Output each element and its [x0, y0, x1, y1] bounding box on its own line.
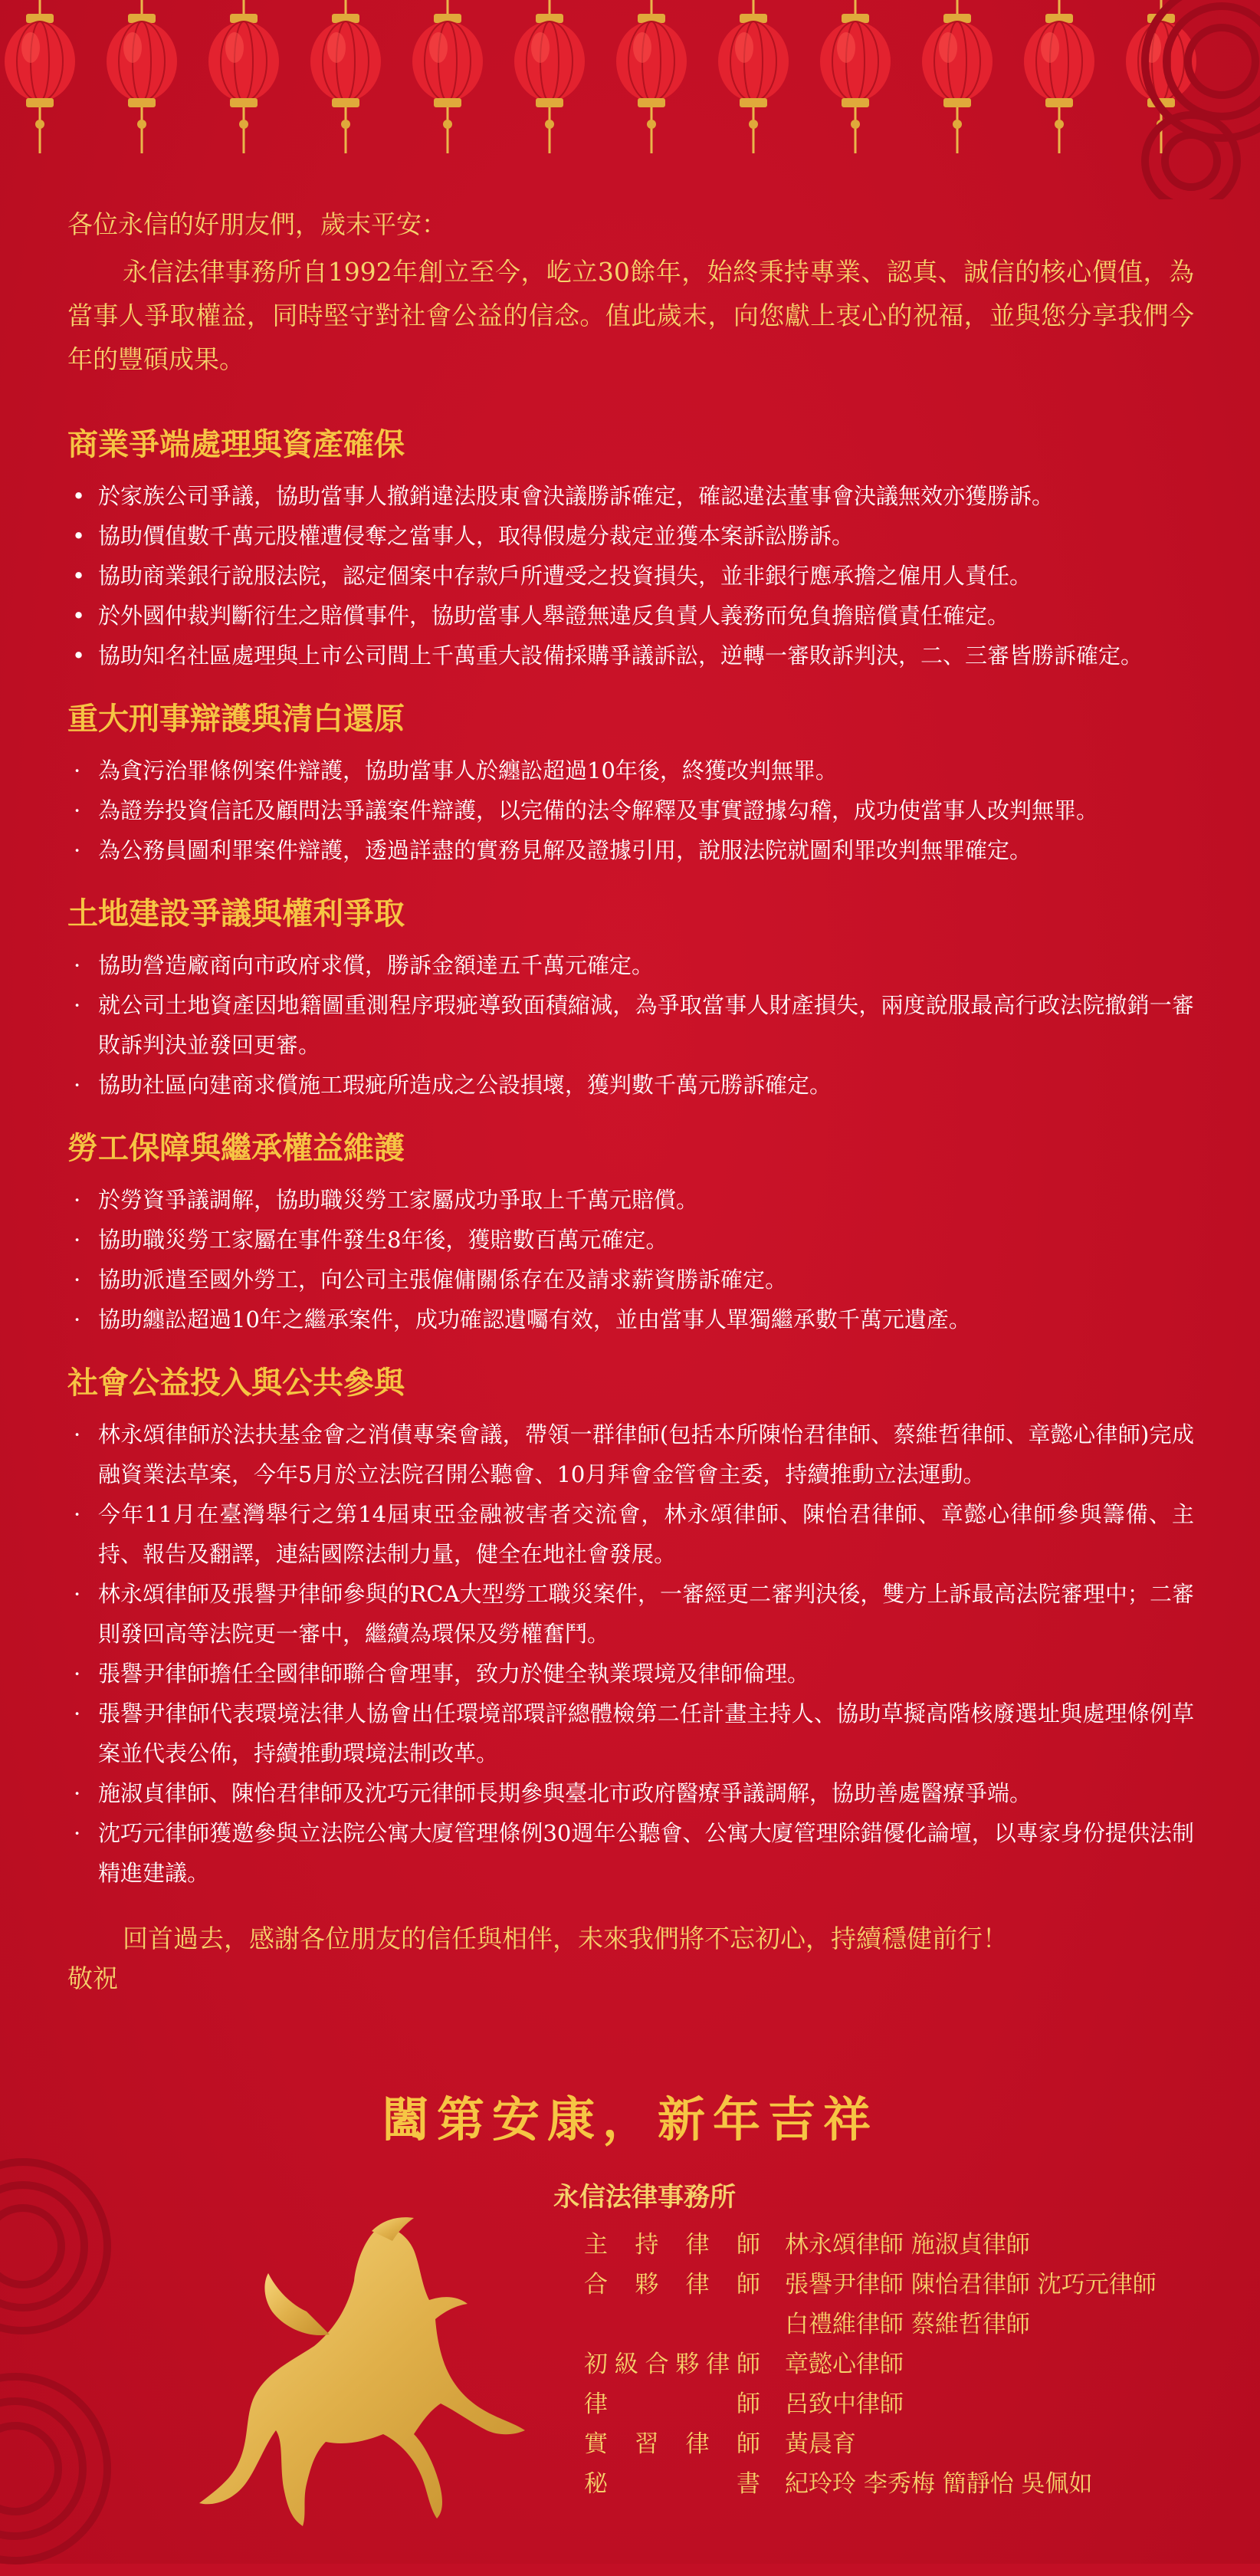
lantern-icon [817, 0, 894, 157]
staff-names: 呂致中律師 [785, 2390, 904, 2418]
lantern-icon [2, 0, 78, 157]
section-title: 土地建設爭議與權利爭取 [67, 895, 405, 932]
staff-row [553, 2225, 1214, 2265]
lantern-icon [511, 0, 588, 157]
ornament-top-right [1107, 0, 1260, 199]
section-criminal [67, 697, 1194, 870]
list-item: · 林永頌律師於法扶基金會之消債專案會議，帶領一群律師(包括本所陳怡君律師、蔡維哲律師、章懿心律師)完成融資業法草案，今年5月於立法院召開公聽會、10月拜會金管會主委，持續推動立法運動。 [67, 1414, 1194, 1494]
intro-paragraph: 永信法律事務所自1992年創立至今，屹立30餘年，始終秉持專業、認真、誠信的核心價值，為當事人爭取權益，同時堅守對社會公益的信念。值此歲末，向您獻上衷心的祝福，並與您分享我們今年的豐碩成果。 [67, 257, 1194, 374]
staff-role [553, 2305, 760, 2344]
staff-names: 白禮維律師 蔡維哲律師 [785, 2311, 1030, 2338]
list-item: · 今年11月在臺灣舉行之第14屆東亞金融被害者交流會，林永頌律師、陳怡君律師、章懿心律師參與籌備、主持、報告及翻譯，連結國際法制力量，健全在地社會發展。 [67, 1494, 1194, 1574]
list-item: · 協助纏訟超過10年之繼承案件，成功確認遺囑有效，並由當事人單獨繼承數千萬元遺產。 [67, 1300, 1194, 1339]
lantern-icon [205, 0, 282, 157]
staff-row [553, 2464, 1214, 2504]
section-public-interest [67, 1361, 1194, 1893]
staff-role: 律師 [584, 2390, 760, 2418]
list-item: · 張譽尹律師擔任全國律師聯合會理事，致力於健全執業環境及律師倫理。 [67, 1654, 1194, 1694]
staff-row [553, 2305, 1214, 2344]
ornament-bottom-left [0, 2147, 161, 2576]
staff-row [553, 2384, 1214, 2424]
list-item: · 為貪污治罪條例案件辯護，協助當事人於纏訟超過10年後，終獲改判無罪。 [67, 751, 1194, 790]
staff-role: 實習律師 [584, 2430, 760, 2458]
list-item: · 沈巧元律師獲邀參與立法院公寓大廈管理條例30週年公聽會、公寓大廈管理除錯優化論壇，以專家身份提供法制精進建議。 [67, 1813, 1194, 1893]
closing-paragraph: 回首過去，感謝各位朋友的信任與相伴，未來我們將不忘初心，持續穩健前行！ [123, 1924, 1008, 1953]
list-item: • 協助價值數千萬元股權遭侵奪之當事人，取得假處分裁定並獲本案訴訟勝訴。 [67, 516, 1194, 556]
firm-signature [553, 2179, 1214, 2504]
new-year-blessing: 闔第安康，新年吉祥 [381, 2091, 878, 2147]
lantern-row [0, 0, 1260, 161]
staff-role: 主持律師 [584, 2231, 760, 2259]
section-commercial [67, 422, 1194, 675]
staff-row [553, 2424, 1214, 2464]
list-item: · 就公司土地資產因地籍圖重測程序瑕疵導致面積縮減，為爭取當事人財產損失，兩度說服最高行政法院撤銷一審敗訴判決並發回更審。 [67, 985, 1194, 1065]
horse-icon [192, 2212, 529, 2534]
section-title: 重大刑事辯護與清白還原 [67, 701, 405, 737]
firm-name: 永信法律事務所 [553, 2182, 736, 2213]
list-item: • 協助知名社區處理與上市公司間上千萬重大設備採購爭議訴訟，逆轉一審敗訴判決，二、三審皆勝訴確定。 [67, 636, 1194, 675]
list-item: · 協助職災勞工家屬在事件發生8年後，獲賠數百萬元確定。 [67, 1220, 1194, 1260]
list-item: · 協助社區向建商求償施工瑕疵所造成之公設損壞，獲判數千萬元勝訴確定。 [67, 1065, 1194, 1105]
list-item: • 於家族公司爭議，協助當事人撤銷違法股東會決議勝訴確定，確認違法董事會決議無效亦獲勝訴。 [67, 476, 1194, 516]
letter-body [67, 205, 1194, 1999]
section-title: 商業爭端處理與資產確保 [67, 426, 405, 462]
staff-row [553, 2344, 1214, 2384]
lantern-icon [103, 0, 180, 157]
section-labor [67, 1126, 1194, 1339]
staff-role: 秘書 [584, 2470, 760, 2498]
lantern-icon [919, 0, 996, 157]
greeting: 各位永信的好朋友們，歲末平安： [67, 209, 447, 239]
list-item: · 為公務員圖利罪案件辯護，透過詳盡的實務見解及證據引用，說服法院就圖利罪改判無罪確定。 [67, 830, 1194, 870]
list-item: · 為證券投資信託及顧問法爭議案件辯護，以完備的法令解釋及事實證據勾稽，成功使當事人改判無罪。 [67, 790, 1194, 830]
section-title: 勞工保障與繼承權益維護 [67, 1130, 405, 1166]
list-item: · 施淑貞律師、陳怡君律師及沈巧元律師長期參與臺北市政府醫療爭議調解，協助善處醫療爭端。 [67, 1773, 1194, 1813]
staff-names: 紀玲玲 李秀梅 簡靜怡 吳佩如 [785, 2470, 1093, 2498]
staff-role: 合夥律師 [584, 2271, 760, 2298]
list-item: · 於勞資爭議調解，協助職災勞工家屬成功爭取上千萬元賠償。 [67, 1180, 1194, 1220]
section-land [67, 892, 1194, 1105]
staff-names: 林永頌律師 施淑貞律師 [785, 2231, 1030, 2259]
staff-role: 初級合夥律師 [584, 2351, 760, 2378]
staff-names: 黃晨育 [785, 2430, 856, 2458]
list-item: · 林永頌律師及張譽尹律師參與的RCA大型勞工職災案件，一審經更二審判決後，雙方上訴最高法院審理中；二審則發回高等法院更一審中，繼續為環保及勞權奮鬥。 [67, 1574, 1194, 1654]
lantern-icon [715, 0, 792, 157]
lantern-icon [307, 0, 384, 157]
list-item: • 協助商業銀行說服法院，認定個案中存款戶所遭受之投資損失，並非銀行應承擔之僱用人責任。 [67, 556, 1194, 596]
lantern-icon [1021, 0, 1098, 157]
lantern-icon [613, 0, 690, 157]
list-item: · 張譽尹律師代表環境法律人協會出任環境部環評總體檢第二任計畫主持人、協助草擬高階核廢選址與處理條例草案並代表公佈，持續推動環境法制改革。 [67, 1694, 1194, 1773]
section-title: 社會公益投入與公共參與 [67, 1365, 405, 1401]
regards: 敬祝 [67, 1963, 118, 1993]
lantern-icon [409, 0, 486, 157]
list-item: · 協助派遣至國外勞工，向公司主張僱傭關係存在及請求薪資勝訴確定。 [67, 1260, 1194, 1300]
list-item: · 協助營造廠商向市政府求償，勝訴金額達五千萬元確定。 [67, 945, 1194, 985]
staff-names: 章懿心律師 [785, 2351, 904, 2378]
staff-names: 張譽尹律師 陳怡君律師 沈巧元律師 [785, 2271, 1157, 2298]
list-item: • 於外國仲裁判斷衍生之賠償事件，協助當事人舉證無違反負責人義務而免負擔賠償責任確定。 [67, 596, 1194, 636]
staff-row [553, 2265, 1214, 2305]
